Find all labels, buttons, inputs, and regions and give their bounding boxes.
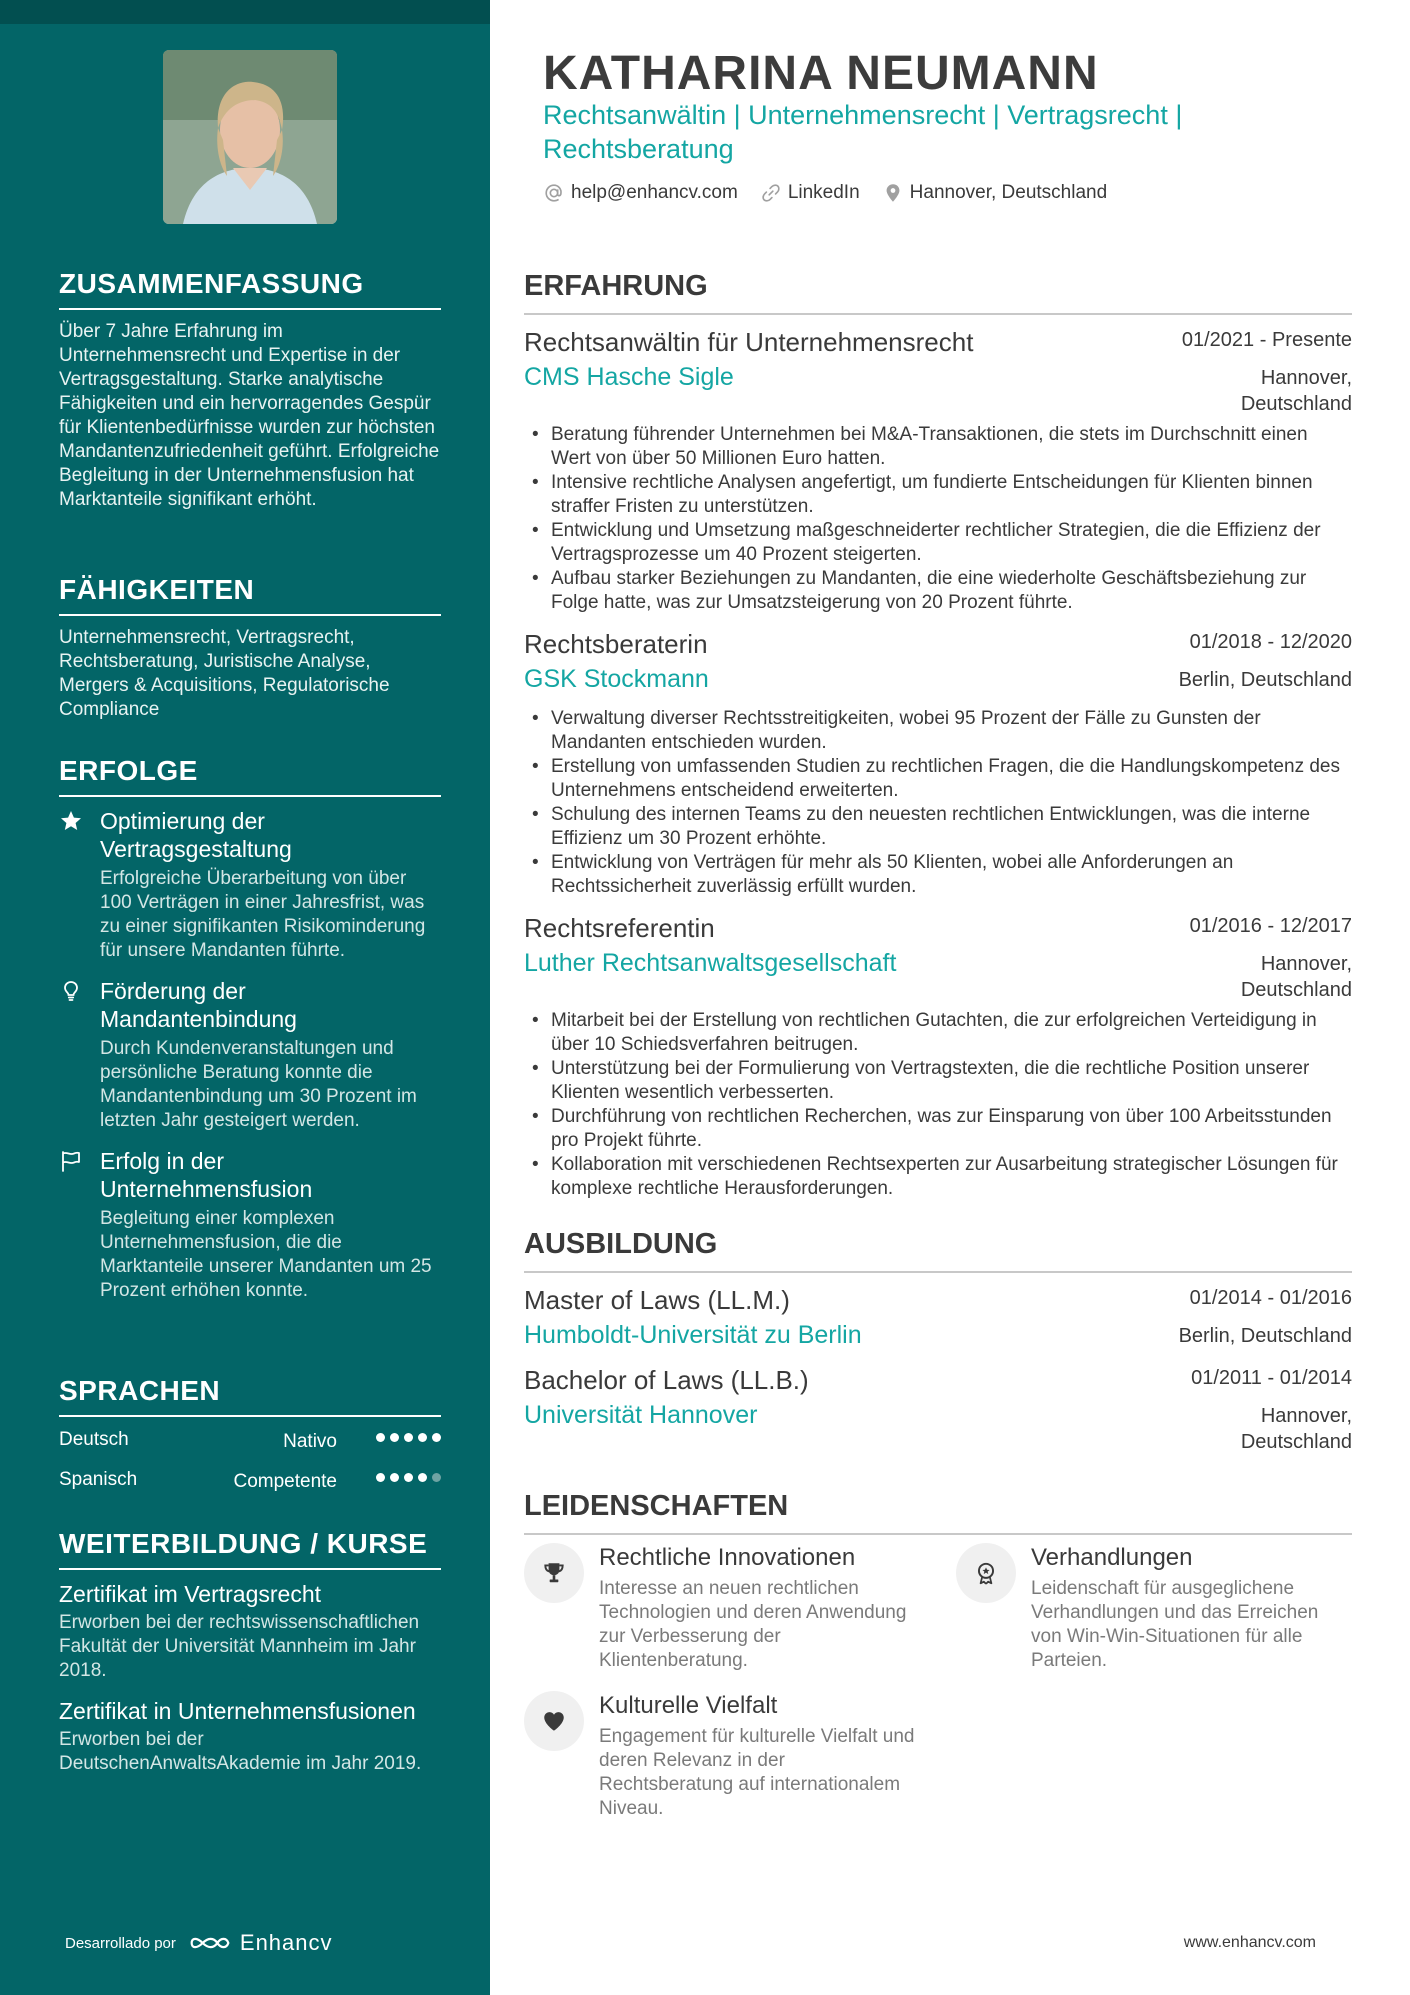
experience-section [524, 270, 1352, 1201]
lightbulb-icon [59, 979, 83, 1003]
achievement-item [59, 977, 441, 1133]
rating-dot [376, 1433, 385, 1442]
achievement-desc: Erfolgreiche Überarbeitung von über 100 Verträgen in einer Jahresfrist, was zu einer signifikanten Risikominderung für unsere Mandanten führte. [100, 868, 426, 961]
job-bullet: • Entwicklung von Verträgen für mehr als 50 Klienten, wobei alle Anforderungen an Rechtssicherheit zuverlässig erfüllt wurden. [524, 851, 1352, 899]
job-bullet: • Entwicklung und Umsetzung maßgeschneiderter rechtlicher Strategien, die die Effizienz der Vertragsprozesse um 40 Prozent steigerten. [524, 519, 1352, 567]
at-icon [543, 182, 565, 204]
education-degree: Bachelor of Laws (LL.B.) [524, 1365, 809, 1395]
rating-dot [404, 1473, 413, 1482]
candidate-name: KATHARINA NEUMANN [543, 47, 1099, 100]
passions-title: LEIDENSCHAFTEN [524, 1490, 1352, 1535]
achievement-title: Förderung der Mandantenbindung [100, 978, 297, 1032]
passion-desc: Engagement für kulturelle Vielfalt und deren Relevanz in der Rechtsberatung auf internationalem Niveau. [599, 1726, 915, 1819]
job-bullet: • Aufbau starker Beziehungen zu Mandanten, die eine wiederholte Geschäftsbeziehung zur Folge hatte, was zur Umsatzsteigerung von 20 Prozent führte. [524, 567, 1352, 615]
experience-title: ERFAHRUNG [524, 270, 1352, 315]
job-date: 01/2016 - 12/2017 [1189, 915, 1352, 937]
language-name: Deutsch [59, 1429, 129, 1450]
job-bullet: • Erstellung von umfassenden Studien zu rechtlichen Fragen, die die Handlungskompetenz des Unternehmens entscheidend erweiterten. [524, 755, 1352, 803]
passion-desc: Leidenschaft für ausgeglichene Verhandlungen und das Erreichen von Win-Win-Situationen für alle Parteien. [1031, 1578, 1319, 1671]
achievement-desc: Durch Kundenveranstaltungen und persönliche Beratung konnte die Mandantenbindung um 30 Prozent im letzten Jahr gesteigert werden. [100, 1038, 417, 1131]
education-entry [524, 1281, 1352, 1357]
job-role: Rechtsreferentin [524, 913, 715, 943]
job-company: GSK Stockmann [524, 665, 709, 693]
education-location: Berlin, Deutschland [1178, 1325, 1352, 1347]
education-school: Universität Hannover [524, 1401, 758, 1429]
skills-title: FÄHIGKEITEN [59, 574, 441, 616]
job-bullet: • Schulung des internen Teams zu den neuesten rechtlichen Entwicklungen, was die interne Effizienz um 30 Prozent erhöhte. [524, 803, 1352, 851]
job-entry [524, 625, 1352, 899]
candidate-subtitle: Rechtsanwältin | Unternehmensrecht | Vertragsrecht | Rechtsberatung [543, 100, 1183, 164]
job-date: 01/2021 - Presente [1181, 329, 1352, 351]
passions-grid [524, 1543, 1352, 1863]
rating-dot [432, 1433, 441, 1442]
rating-dot [390, 1473, 399, 1482]
language-item [59, 1423, 441, 1463]
course-desc: Erworben bei der rechtswissenschaftlichen Fakultät der Universität Mannheim im Jahr 2018. [59, 1612, 420, 1681]
job-bullets [524, 707, 1352, 899]
job-location: Berlin, Deutschland [1178, 669, 1352, 691]
languages-title: SPRACHEN [59, 1375, 441, 1417]
contact-location [882, 182, 1108, 204]
medal-icon [956, 1543, 1016, 1603]
job-bullet: • Verwaltung diverser Rechtsstreitigkeiten, wobei 95 Prozent der Fälle zu Gunsten der Mandanten entschieden wurden. [524, 707, 1352, 755]
languages-section [59, 1375, 441, 1503]
passion-item [524, 1691, 919, 1821]
language-level: Nativo [283, 1431, 337, 1452]
job-bullet: • Intensive rechtliche Analysen angefertigt, um fundierte Entscheidungen für Klienten binnen straffer Fristen zu unterstützen. [524, 471, 1352, 519]
job-bullet: • Durchführung von rechtlichen Recherchen, was zur Einsparung von über 100 Arbeitsstunden pro Projekt führte. [524, 1105, 1352, 1153]
achievements-title: ERFOLGE [59, 755, 441, 797]
achievement-desc: Begleitung einer komplexen Unternehmensfusion, die die Marktanteile unserer Mandanten um 25 Prozent erhöhen konnte. [100, 1208, 432, 1301]
course-title: Zertifikat im Vertragsrecht [59, 1581, 322, 1607]
course-desc: Erworben bei der DeutschenAnwaltsAkademie im Jahr 2019. [59, 1729, 422, 1774]
passion-item [956, 1543, 1351, 1673]
contact-linkedin-text: LinkedIn [787, 182, 860, 203]
contact-email-text: help@enhancv.com [571, 182, 738, 203]
contact-row [543, 182, 1129, 204]
summary-section [59, 268, 441, 512]
profile-photo-illustration [163, 50, 337, 224]
language-name: Spanisch [59, 1469, 138, 1490]
job-location: Hannover, Deutschland [1240, 953, 1352, 1001]
job-bullet: • Beratung führender Unternehmen bei M&A-Transaktionen, die stets im Durchschnitt einen Wert von über 50 Millionen Euro hatten. [524, 423, 1352, 471]
passion-desc: Interesse an neuen rechtlichen Technologien und deren Anwendung zur Verbesserung der Klientenberatung. [599, 1578, 907, 1671]
education-location: Hannover, Deutschland [1240, 1405, 1352, 1453]
job-role: Rechtsanwältin für Unternehmensrecht [524, 327, 974, 357]
job-entry [524, 323, 1352, 615]
achievement-item [59, 1147, 441, 1303]
job-bullet: • Mitarbeit bei der Erstellung von rechtlichen Gutachten, die zur erfolgreichen Verteidigung in über 10 Schiedsverfahren beitrugen. [524, 1009, 1352, 1057]
skills-section [59, 574, 441, 722]
sidebar [0, 0, 490, 1995]
link-icon [760, 182, 782, 204]
job-bullet: • Unterstützung bei der Formulierung von Vertragstexten, die die rechtliche Position unserer Klienten wesentlich verbesserten. [524, 1057, 1352, 1105]
enhancv-logo[interactable] [188, 1930, 333, 1956]
job-bullets [524, 1009, 1352, 1201]
language-rating [376, 1433, 441, 1442]
passions-section [524, 1490, 1352, 1863]
education-school: Humboldt-Universität zu Berlin [524, 1321, 862, 1349]
language-rating [376, 1473, 441, 1482]
summary-title: ZUSAMMENFASSUNG [59, 268, 441, 310]
location-pin-icon [882, 182, 904, 204]
achievement-title: Erfolg in der Unternehmensfusion [100, 1148, 313, 1202]
job-location: Hannover, Deutschland [1240, 367, 1352, 415]
passion-title: Rechtliche Innovationen [599, 1544, 856, 1571]
contact-email[interactable] [543, 182, 738, 204]
achievement-title: Optimierung der Vertragsgestaltung [100, 808, 292, 862]
language-item [59, 1463, 441, 1503]
course-item [59, 1697, 441, 1776]
contact-location-text: Hannover, Deutschland [909, 182, 1108, 203]
job-bullet: • Kollaboration mit verschiedenen Rechtsexperten zur Ausarbeitung strategischer Lösungen für komplexe rechtliche Herausforderungen. [524, 1153, 1352, 1201]
rating-dot [418, 1433, 427, 1442]
trophy-icon [524, 1543, 584, 1603]
courses-title: WEITERBILDUNG / KURSE [59, 1528, 441, 1570]
passion-title: Kulturelle Vielfalt [599, 1692, 778, 1719]
course-item [59, 1580, 441, 1683]
job-company: CMS Hasche Sigle [524, 363, 734, 391]
education-title: AUSBILDUNG [524, 1228, 1352, 1273]
job-role: Rechtsberaterin [524, 629, 708, 659]
rating-dot [432, 1473, 441, 1482]
summary-text: Über 7 Jahre Erfahrung im Unternehmensrecht und Expertise in der Vertragsgestaltung. Starke analytische Fähigkeiten und ein hervorragendes Gespür für Klientenbedürfnisse wurden zur höchsten Mandantenzufriedenheit geführt. Erfolgreiche Begleitung in der Unternehmensfusion hat Marktanteile signifikant erhöht. [59, 321, 440, 510]
education-degree: Master of Laws (LL.M.) [524, 1285, 790, 1315]
powered-by [65, 1930, 333, 1956]
rating-dot [390, 1433, 399, 1442]
passion-title: Verhandlungen [1031, 1544, 1193, 1571]
enhancv-brand: Enhancv [239, 1930, 333, 1955]
powered-by-label: Desarrollado por [65, 1934, 176, 1952]
course-title: Zertifikat in Unternehmensfusionen [59, 1698, 416, 1724]
education-entry [524, 1361, 1352, 1455]
rating-dot [376, 1473, 385, 1482]
rating-dot [418, 1473, 427, 1482]
courses-section [59, 1528, 441, 1776]
achievement-item [59, 807, 441, 963]
passion-item [524, 1543, 919, 1673]
flag-icon [59, 1149, 83, 1173]
job-company: Luther Rechtsanwaltsgesellschaft [524, 949, 897, 977]
job-entry [524, 909, 1352, 1201]
contact-linkedin[interactable] [760, 182, 860, 204]
job-bullets [524, 423, 1352, 615]
education-section [524, 1228, 1352, 1455]
achievements-section [59, 755, 441, 1303]
skills-text: Unternehmensrecht, Vertragsrecht, Rechtsberatung, Juristische Analyse, Mergers & Acquisitions, Regulatorische Compliance [59, 627, 390, 720]
enhancv-logo-icon [188, 1932, 232, 1954]
star-icon [59, 809, 83, 833]
language-level: Competente [233, 1471, 337, 1492]
education-date: 01/2014 - 01/2016 [1189, 1287, 1352, 1309]
heart-icon [524, 1691, 584, 1751]
footer-website-link[interactable]: www.enhancv.com [1183, 1934, 1316, 1951]
profile-photo [163, 50, 337, 224]
job-date: 01/2018 - 12/2020 [1189, 631, 1352, 653]
sidebar-top-bar [0, 0, 490, 24]
education-date: 01/2011 - 01/2014 [1191, 1367, 1352, 1389]
rating-dot [404, 1433, 413, 1442]
